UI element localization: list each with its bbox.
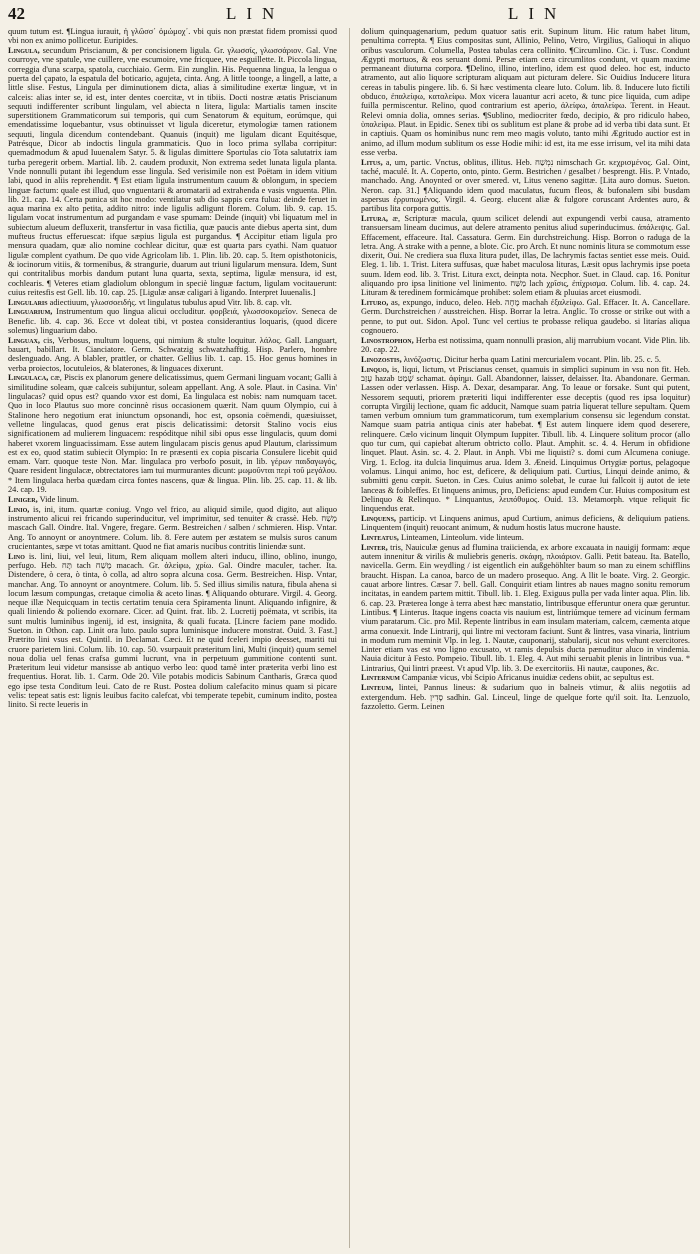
entry-text: dolium quinquagenarium, pedum quatuor satis erit. Supinum litum. Hic ratum habet litum, penultima correpta. ¶ Eius compositas sunt, Allinio, Pelino, Vetro, Virgilius, Galioqui in aliquo oribus vasculorum. Columella, Postea tabulas cera collinito. ¶Circumlino. Cic. i. Tusc. Condunt Ægypti mortuos, & eos seruant domi. Persæ etiam cera circumlitos condunt, vt quam maxime permaneant diuturna corpora. ¶Delino, illino, interlino, idem est quod deleo. hoc est, inducto atramento, aut alio liquore scripturam aliquam aut picturam delere. Sic Ouidius Inducere litura cereas in tabulis pingere. lib. 6. Si hæc vestimenta cleare luto. Colum. lib. 8. Inducere luto fictili obduco, ἐπαλείφω, καταλείφω. Mox vicera lauantur acri aceto, & tunc pice liquida, cum adipe fuilla permiscentur. Relino, quod contrarium est aperio, ἀλείφω, ἀπαλείφω. Terent. in Heaut. Relevi omnia dolia, omnes serias. ¶Sublino, mediocriter fœdo, decipio, & pro ridiculo habeo, ὑπαλείφω. Plaut. in Epidic. Senex tibi os sublitum est plane & probe ad id verba tibi data sunt. Et in captiuis. Quam os hominibus nunc rem meo magis voluto, tanto mihi Ægritudo auctior est in animo, ad illum modum sublitum os esse Hodie mihi: id est, ita me esse irrisum, vel ita mihi data esse verba.	[361, 27, 690, 157]
entry-text: cæ, Piscis ex planorum genere delicatissimus, quem Germani linguam vocant; Galli à similitudine soleam, quæ calceis subijuntur, soleam appellant. Ang. A sole. Plaut. in Casina. Vin' lingulacas? quid opus est? quando vxor est domi, Ea lingulaca est nobis: nam numquam tacet. Quo in loco Plautus suo more concinnè risus occasionem quærit. Nam quum Olympio, cui à Stalinone hero negotium erat iniunctum opsonandi, hoc est, opsonia coëmendi, quæsiuisset, velletne lingulacas, quod genus erat piscis delicatissimi: detorsit Stalino vocis eius significationem ad mulierem linguacem: respóditque nihil sibi opus esse lingulacis, quum domi haberet vxorem linguacissimam. Esse autem lingulacam piscis genus apud Plautum, clarissimum est ex eo, quod statim subiecit Olympio: In re præsenti ex copia piscaria Consulere licebit quid emam. Varr. quoque teste Non. Mar. lingulaca pro verbofo posuit, in lib. γέρων παιδαγωγός, Quare resident lingulacæ, obtrectatores iam tui murmurantes dicunt: μωμοῦνται περὶ τοῦ μεγάλου. * Item lingulaca herba quædam circa fontes nascens, quæ & lingua. Plin. lib. 25. cap. 11. & lib. 24. cap. 19.	[8, 373, 337, 495]
entry-headword: Linteatus,	[361, 533, 399, 543]
entry-text: particip. vt Linquens animus, apud Curtium, animus deficiens, & deliquium patiens. Linquentem (inquit) reuocant animum, & nudum hostis latus mucrone hauste.	[361, 513, 690, 533]
dictionary-entry	[8, 336, 337, 373]
entry-text: cis, Verbosus, multum loquens, qui nimium & stulte loquitur. λάλος. Gall. Languart, bauart, babillart. It. Cianciatore. Germ. Schwatzig schwatzhafftig. Hisp. Parlero, hombre deslenguado. Ang. A blabler, prattler, or chatter. Gellius lib. 1. cap. 15. Hoc genus homines in verba proiectos, locutuleios, & blaterones, & linguaces dixerunt.	[8, 335, 337, 373]
dictionary-entry	[8, 307, 337, 335]
dictionary-entry	[8, 505, 337, 551]
entry-text: adiectiuum, γλωσσοειδής. vt lingulatus tubulus apud Vitr. lib. 8. cap. vlt.	[49, 297, 292, 307]
entry-text: a, um, partic. Vnctus, oblitus, illitus. Heb. נִמְשַׁח nimschach Gr. κεχρισμένος. Gal. Oint, taché, maculé. It. A. Coperto, onto, pinto. Germ. Bestrichen / gesalbet / besprengt. His. P. Vntado, manchado. Ang. Anoynted or over smered. vt, Litus veneno sagittæ. [Lita auro domus. Sueton. Neron. cap. 31.] ¶Aliquando idem quod maculatus, fucum fleos, & bufonalem sibi busdam aspersus ἐρρυπωμένος. Virgil. 4. Georg. elucent aliæ & fulgore coruscant Ardentes auro, & partibus lita corpora guttis.	[361, 157, 690, 214]
dictionary-entry	[8, 46, 337, 297]
running-head-left: LIN	[226, 4, 285, 23]
entry-text: quum tutum est. ¶Lingua iurauit, ἡ γλῶσσ᾽ ὀμώμοχ᾽. vbi quis non præstat fidem promissi quod vbi non ex animo pollicetur. Euripides.	[8, 27, 337, 46]
entry-headword: Linternum	[361, 673, 400, 683]
dictionary-entry	[8, 495, 337, 504]
entry-text: lintei, Pannus lineus: & sudarium quo in balneis vtimur, & aliis negotiis ad extergendum. Heb. סָדִין sadhin. Gal. Linceul, linge de quelque forte qu'il soit. Ita. Lenzuolo, fazzoletto. Germ. Leinen	[361, 683, 690, 711]
page-header	[0, 4, 700, 26]
entry-headword: Lingula,	[8, 46, 40, 56]
dictionary-entry	[361, 673, 690, 682]
entry-headword: Linguarium,	[8, 307, 53, 317]
entry-text: Herba est notissima, quam nonnulli prasion, alij marrubium vocant. Vide Plin. lib. 20. cap. 22.	[361, 335, 690, 355]
running-head-right: LIN	[508, 4, 567, 23]
entry-text: tris, Nauiculæ genus ad flumina traiicienda, ex arbore excauata in nauigij formam: æque autem innenitur & virilis & muliebris generis. σκάφη, πλοιάριον. Galli. Petit bateau. Ita. Batello, navicella. Germ. Ein weydling / ist eigentlich ein außgehöhlter baum so man zu einem schifflins braucht. Hispan. La canoa, barco de un madero prosequo. Ang. A llit le boate. Virg. 2. Georgic. cauat arbore lintres. Cæsar 7. bell. Gall. Conquirit etiam lintres ab naues magno sonitu remorum incitatas, in eandem partem mittit. Tibull. lib. 1. Eleg. Exiguus pulla per vada linter aqua. Plin. lib. 6. cap. 23. Præterea longe à terra abest hæc manstatio, lintribusque efferuntur onera quæ geruntur. Lintibus. ¶ Linterus. Itaque ingens coacta vis nauium est, lintriúmque temere ad vicinum fermam vium paratarum. Cic. pro Mil. Repente lintribus in eam insulam materiam, calcem, cæmenta atque arma conuexit. Inde Lintrarij, qui lintre mi vectoram faciunt. Sunt & lintres, vasa vinaria, lintrium in modum rum meminit Vlp. in leg. 1. Nautæ, cauponarij, stabularij, sicut nos vehunt exercitores. Linter etiam vas est vno ligno excusato, vt ramis depulsis ducta pænuditur aluco in vindemia. Nauia dicitur à Festo. Pompeio. Tibull. lib. 1. Eleg. 4. Aut mihi seruabit plenis in lintribus vua. * Lintrarius, Qui lintri præest. Vt apud Vlp. lib. 3. De exercitoriis. Hi nautæ, caupones, &c.	[361, 542, 690, 673]
entry-headword: Linquens,	[361, 513, 396, 523]
entry-headword: Litus,	[361, 157, 383, 167]
entry-headword: Linquo,	[361, 364, 389, 374]
entry-headword: Linteum,	[361, 683, 394, 693]
entry-headword: Lingularis	[8, 297, 48, 307]
dictionary-entry	[8, 27, 337, 46]
entry-headword: Linguax,	[8, 335, 40, 345]
left-column	[8, 27, 337, 1249]
entry-text: secundum Priscianum, & per concisionem ligula. Gr. γλωσσίς, γλωσσάριον. Gal. Vne courroye, vne spatule, vne cuillere, vne escumoire, vne fricquee, vne esguillette. It. Piccola lingua, correggia d'una scarpa, spatola, cucchiaio. Germ. Ein zunglin. His. Pequenna lingua, la lengua o puerta del çapato, la espatula del boticario, agujeta, cinta. Ang. A little toonge, a lingell, a latte, a little slise. Festus, Lingula per diminutionem dicta, alias à similitudine exertæ linguæ, vt in calceis: alias inter se, id est, inter dentes coercitæ, vt in tibiis. Docti nostræ ætatis Priscianum sequuti indifferenter scribunt lingulam, vel abiecta n litera, ligula: Martialis tamen inscite superstitionem Grammaticorum sui temporis, qui cum Senatorum & equitum, eorúmque, qui emendatissime loquebantur, vsus obtinuisset vt ligula diceretur, etymologiæ tamen rationem sequuti, lingula dicendum contendebant. Quanuis (inquit) me ligulam dicant Equitésque, Patrésque, Dicor ab indoctis lingula grammaticis. Quo in loco prima syllaba corripitur: quemadmodum & apud Iuuenalem Satyr. 5. & ligulas dimittere Sportulas cio Tota salutatrix iam turba peregerit orbem. Martial. lib. 2. caudem produxit, Non extrema sedet lunata ligula planta. Vnde nonnulli putant ibi legendum esse lingula. Sed verisimile non est Poëtam in idem vitium labi, quod in aliis reprehendit. ¶ Est etiam ligula instrumentum cauum & oblongum, in speciem linguæ factum: quale est illud, quo vnguentarii & aromatarii ad extrahenda e vasis vnguenta. Plin. lib. 21. cap. 14. Certa punica sit hoc modo: ventilatur sub dio sappis cera fulua: deinde feruet in aqua marina ex alto petita, addito nitro: inde ligulis adligunt florem. Colum. lib. 9. cap. 15. ligulam vocat instrumentum ad purgandam e vase spumam: Deinde (inquit) vbi liquatum mel in subiectum alueum defluxerit, transfertur in vasa fictilia, quæ paucis ante diebus aperta sint, dum mufteus fructus efferuescat: ifque sæpius ligula est purgandus. ¶ Accipitur etiam ligula pro mensura quadam, quæ alio nomine cochlear dicitur, quæ est quarta pars cyathi. Nam quatuor ligulæ complent cyathum. De quo vide Agricolam lib. 1. Plin. lib. 20. cap. 5. Item opisthotonicis, & iocinorum vitiis, & tormenibus, & strangurie, duarum aut triuni ligularum mensura. Idem, Sunt qui contritalibus morbis dandum putant luna quarta, sexta, septima, ligulæ mensura, id est, cochlearis. ¶ Veteres etiam gladiolum oblongum in speciè linguæ factum, ligulam vocitauerunt: cuius reitesfis est Gell. lib. 10. cap. 25. [Ligulæ ansæ caligari à ligando. Interpret Iuuenalis.]	[8, 46, 337, 297]
page-number: 42	[8, 4, 25, 23]
entry-text: Vide linum.	[39, 494, 79, 504]
dictionary-entry	[361, 365, 690, 514]
entry-headword: Liniger,	[8, 494, 38, 504]
entry-headword: Linostrophon,	[361, 335, 414, 345]
dictionary-entry	[361, 158, 690, 214]
entry-text: as, expungo, induco, deleo. Heb. מָחָה machah ἐξαλείφω. Gal. Effacer. It. A. Cancellare. Germ. Durchstreichen / ausstreichen. Hisp. Borrar la letra. Anglic. To crosse or strike out with a penne, to put out. Sidon. Apol. Tunc vel certius te probasse reliqua gaudebo. si litarías aliqua cognouero.	[361, 298, 690, 335]
entry-headword: Lingulaca,	[8, 373, 49, 383]
entry-text: is. lini, liui, vel leui, litum, Rem aliquam mollem alteri inducu, illino, oblino, inungo, perfugo. Heb. תָּח tach מָשַׁח macach. Gr. ἀλείφω, χρίω. Gal. Oindre maculer, tacher. Ita. Distendere, ò cera, ò tinta, ò colla, ad altro sopra alcuna cosa. Germ. Bestreichen. Hisp. Vntar, manchar. Ang. To annoynt or anoyntmere. Colum. lib. 5. Sed illius similis natura, fibula ahena si locum læsum compungas, cretaque cimolia & aceto linas. ¶ Aliquando obturare. Virgil. 4. Georg. neque illæ Nequicquam in tectis certatim tenuia cera Spiramenta linunt. Aliquando infignire, & quali liniendo & poliendo exornare. Cicer. ad Quint. frat. lib. 2. Lucretij poëmata, vt scribis, ita sunt multis luminibus ingenij, id est, insignita, & quali fucata. [Lincre faciem pane modido. Sueton. in Othon. cap. Linit ora luto. paulo supra luminisque inducere monstrat. Ouid. 3. Fast.] Prætrito lini vsus est. Quintil. in Declamat. Cæci. Et ne quid fceleri impio deesset, mariti tui cruore parietem lini. Colum. lib. 10. cap. 50. vsurpauit præteritum lini, Multi (inquit) quum semel noua dolia uel fenas crafsa gummi lucrunt, vna in perpetuum gummitione contenti sunt. Præteritum leui videtur mansisse ab antiquo verbo leo: quod tamè inter præterita verbi lino est frequentius. Horat. lib. 1. Carm. Ode 20. Vile potabis modicis Sabinum Cantharis, Græca quod ego ipse testa Conditum leui. Cato de re Rust. Postea dolium calefacito minus quam si picare velis: tepeat satis est: lignis leuibus facito calefcat, vbi temperate tepebit, cuminum indito, postea linito. Si recte leueris in	[8, 551, 337, 710]
entry-headword: Lino	[8, 551, 25, 561]
entry-headword: Linter,	[361, 542, 388, 552]
dictionary-entry	[361, 27, 690, 157]
entry-text: Linteamen, Linteolum. vide linteum.	[400, 533, 524, 543]
dictionary-entry	[361, 543, 690, 673]
dictionary-entry	[361, 355, 690, 364]
entry-headword: Litura,	[361, 213, 388, 223]
entry-headword: Linio,	[8, 504, 30, 514]
entry-headword: Lituro,	[361, 298, 389, 308]
entry-text: is, ini, itum. quartæ coniug. Vngo vel frico, au aliquid simile, quod digito, aut aliquo instrumento alicui rei fricando superinducitur, vel imprimitur, sed tenuiter & crassè. Heb. מָשַׁח mascach Gall. Oindre. Ital. Vngere, fregare. Germ. Bestreichen / salben / schmieren. Hisp. Vntar. Ang. To annoynt or anoyntmere. Colum. lib. 8. Fere autem per æstatem se mulsis suros canum crucientantes, sæpe vt totas amittant. Quod ne fiat amaris nucibus contritis liniendæ sunt.	[8, 504, 337, 551]
dictionary-entry	[361, 336, 690, 355]
entry-text: Campaniæ vicus, vbi Scipio Africanus inuidiæ cedens obiit, ac sepultus est.	[402, 673, 654, 683]
entry-text: æ, Scripturæ macula, quum scilicet delendi aut expungendi verbi causa, atramento transuersam lineam ducimus, aut delere atramento penitus aliud superinducimus. ἀπάλειψις. Gal. Effacement, effaceure. Ital. Cassatura. Germ. Ein durchstreichung. Hisp. Borron o raduga de la letra. Ang. A strake with a penne, a blote. Cic. pro Arch. Et nunc nominis litura se commotum esse dixerit, Oui. Ne crediera sua fluxa litura pudet, illas, De lachrymis factas sentiet esse meis. Ouid. Eleg. 1. lib. 1. Trist. Litera suffusas, quæ habet maculosa lituras, Læsit opus lachrymis ipse poeta suum. Idem eod. lib. 3. Trist. Litura exct, deinpta nota. Necphor. Suet. in Claud. cap. 16. Ponitur aliquando pro ipsa linitione vel linimento. מַשַּׁח lach χρῖσις, ἐπίχρισμα. Colum. lib. 4. cap. 24. Lituram & teredinem formicámque prohibet: solem etiam & pluuias arcet eiusmodi.	[361, 213, 690, 298]
dictionary-entry	[361, 683, 690, 711]
dictionary-entry	[8, 373, 337, 494]
entry-text: λινόζωστις. Dicitur herba quam Latini mercurialem vocant. Plin. lib. 25. c. 5.	[403, 354, 661, 364]
dictionary-entry	[8, 298, 337, 307]
dictionary-entry	[361, 533, 690, 542]
entry-text: is, liqui, lictum, vt Priscianus censet, quamuis in simplici supinum in vsu non fit. Heb. עָזַב hazab שָׁמַט schamat. ἀφίημι. Gall. Abandonner, laisser, delaisser. Ita. Abandonare. German. Lassen oder verlassen. Hisp. A. Dexar, desamparar. Ang. To leaue or forsake. Sunt qui putent, Nessorem sequuti, priorem præteriti liqui indifferenter esse deceptis (quod res ipsa loquitur) corrupta Virgilij lectione, quam fic adducit, Namque suam patria liquerat tellure sepultam. Quem tamen verbum omnium tum grammaticorum, tum exemplarium consensu sic legendum constat. Namque suam patria antiqua cinis ater habebat. ¶ Est autem linquere idem quod deserere, relinquere. Cælo vicinum linquit Olympum Iuppiter. Tibull. lib. 4. Linquere solitum procor (allo quo tur cum, qui capiebat alterum obtricto collo. Plaut. Amphit. sc. 4. 4. Herum in obfidione linquet. Plaut. Asin. sc. 4. 2. Plaut. in Anph. Vbi me liquisti? s. domi cum Alcumena coniuge. Virg. 1. Eclog. ita dulcia linquimus arua. Idem 3. Æneid. Linquimus Ortygiæ portus, pelagoque volamus. Linqui animo, hoc est, deficere, & deliquium pati. Curtius, Linqui deinde animo, & submitti genu cœpit. Sueton. in Cæs. Cuius animo solebat, le curae lui fallcoit ij autot de iete lanceas & foibleffes. Et linquens animus, pro, Deficiens: apud eundem Cur. Huius compositum est Delinquo & Relinquo. * Linquantus, λειπόθυμος. Ouid. 13. Metamorph. vtque reliquit fic linquendus erat.	[361, 364, 690, 514]
dictionary-entry	[361, 298, 690, 335]
dictionary-entry	[8, 552, 337, 710]
dictionary-entry	[361, 514, 690, 533]
entry-text: Instrumentum quo lingua alicui occluditur. φορβειά, γλωσσοκομεῖον. Seneca de Benefic. lib. 4. cap. 36. Ecce vt doleat tibi, vt postea considerantius loquaris, (quod dicere solemus) linguarium dabo.	[8, 307, 337, 335]
dictionary-entry	[361, 214, 690, 298]
column-divider	[349, 28, 350, 1248]
right-column	[361, 27, 690, 1249]
entry-headword: Linozostis,	[361, 354, 402, 364]
